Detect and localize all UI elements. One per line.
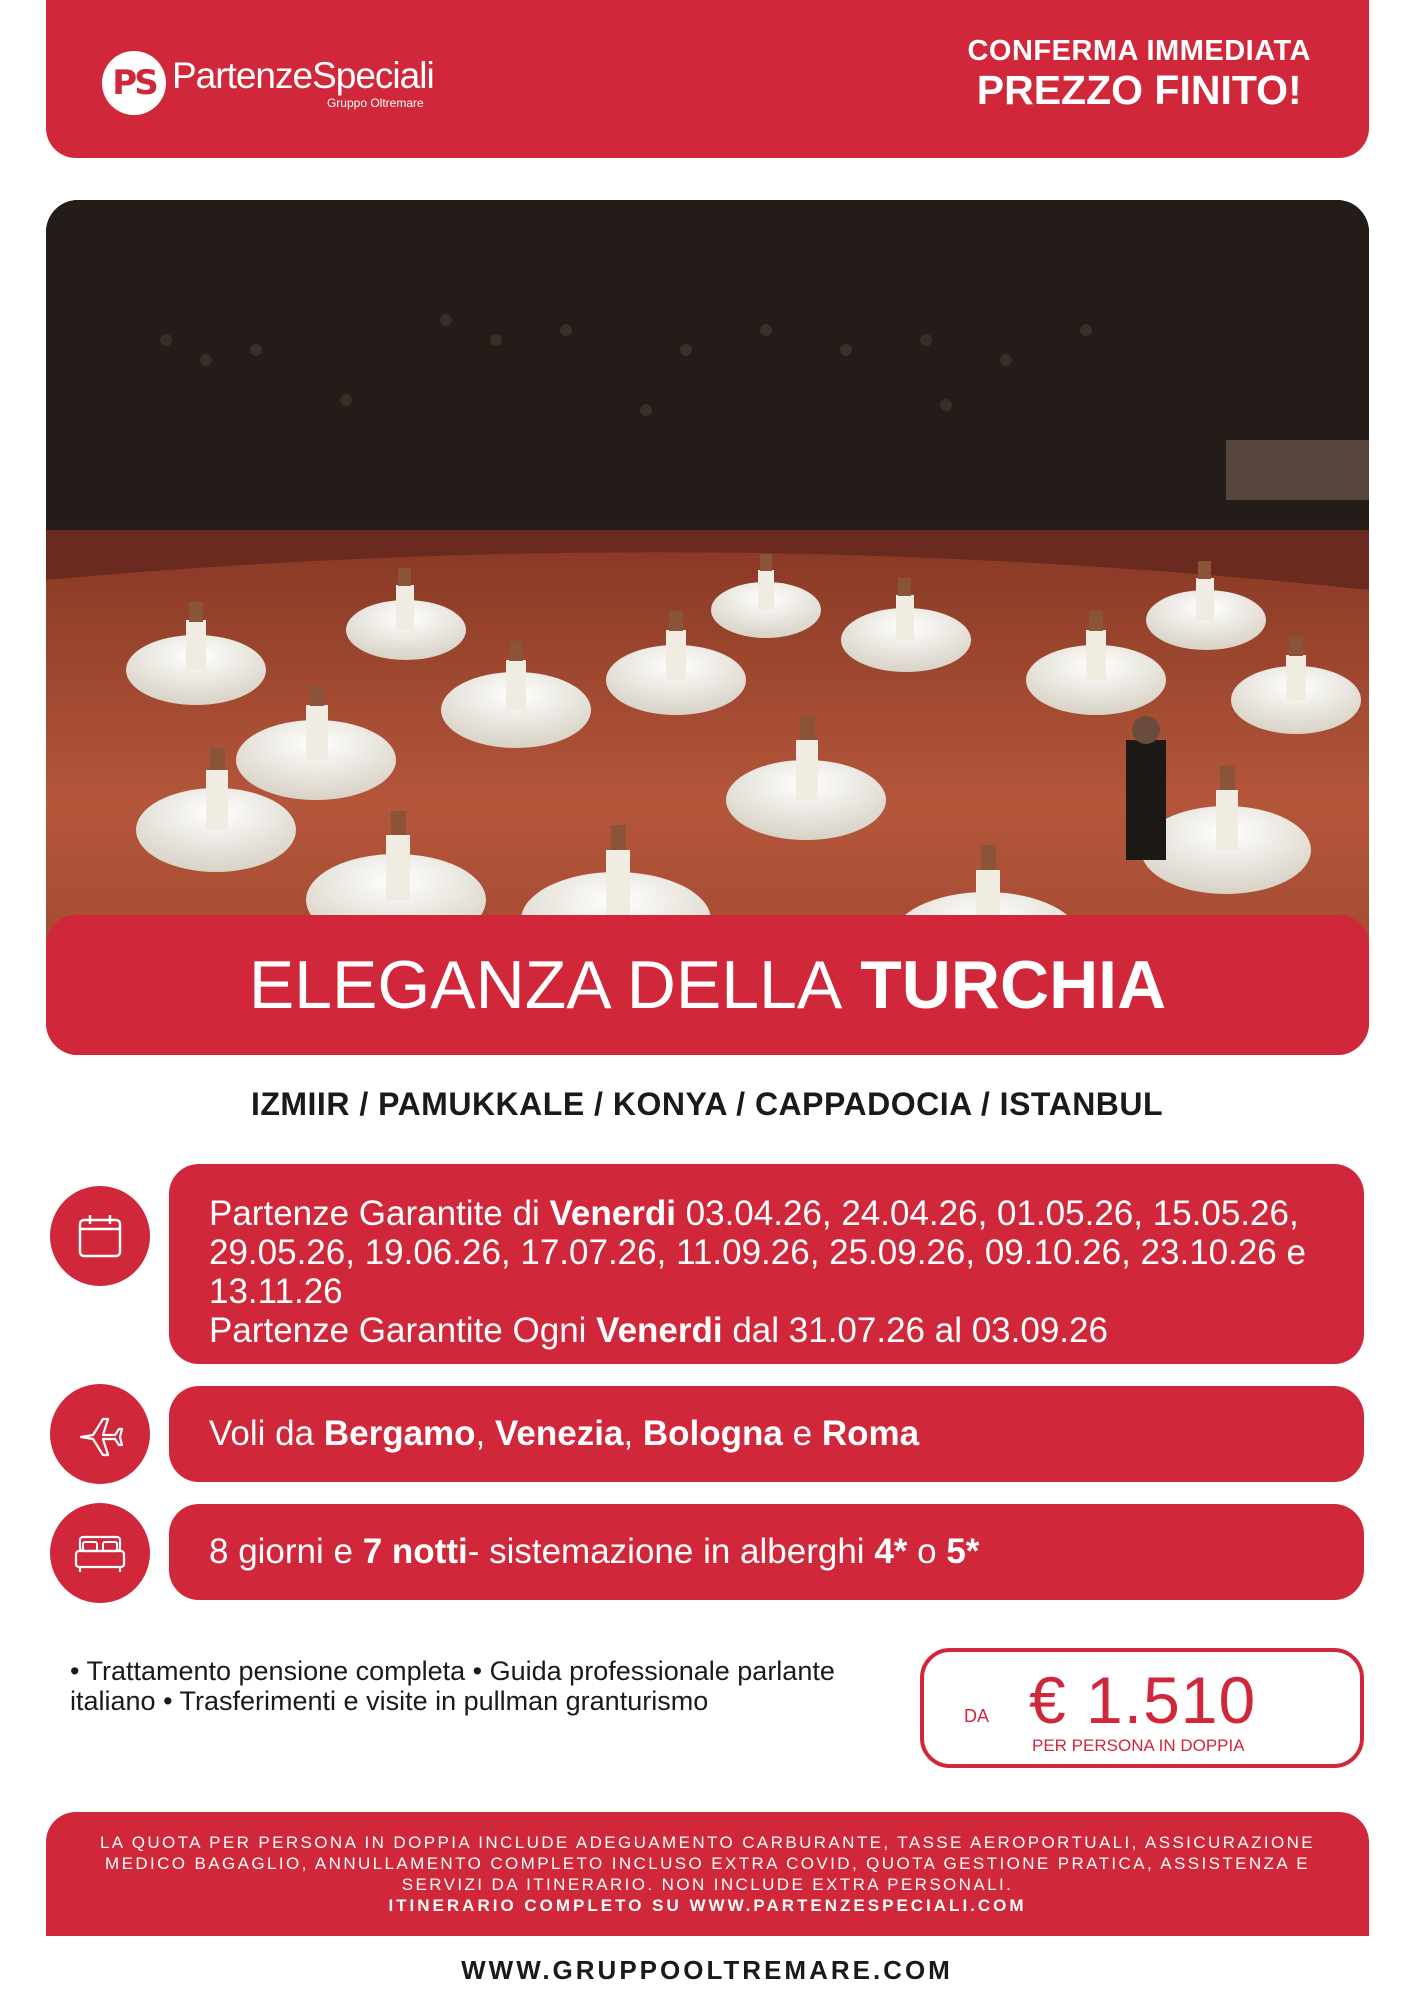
stay-hotels: - sistemazione in alberghi — [467, 1532, 865, 1571]
logo-subtitle: Gruppo Oltremare — [326, 96, 424, 110]
flights-prefix: Voli da — [209, 1414, 315, 1453]
tagline-line1: CONFERMA IMMEDIATA — [967, 35, 1311, 67]
dates-weekly-day: Venerdi — [596, 1311, 723, 1350]
bed-icon-badge — [50, 1503, 150, 1603]
title-bold: TURCHIA — [860, 947, 1167, 1023]
logo[interactable] — [102, 48, 434, 118]
header-tagline — [967, 35, 1311, 112]
dates-weekly-range: dal 31.07.26 al 03.09.26 — [722, 1311, 1108, 1350]
separator: e — [792, 1414, 813, 1453]
price-box — [920, 1648, 1364, 1768]
city-bergamo: Bergamo — [323, 1414, 476, 1453]
city-bologna: Bologna — [642, 1414, 783, 1453]
dates-list: 03.04.26, 24.04.26, 01.05.26, 15.05.26, 29.05.26, 19.06.26, 17.07.26, 11.09.26, 25.09.26, 09.10.26, 23.10.26 e 13.11.26 — [209, 1194, 1306, 1311]
calendar-icon — [75, 1211, 125, 1261]
stay-nights: 7 notti — [362, 1532, 468, 1571]
separator: o — [917, 1532, 937, 1571]
hotel-5-stars: 5* — [946, 1532, 980, 1571]
included-services: • Trattamento pensione completa • Guida professionale parlante italiano • Trasferimenti e visite in pullman granturismo — [70, 1656, 835, 1716]
airplane-icon — [73, 1407, 127, 1461]
logo-name: PartenzeSpeciali — [172, 55, 434, 96]
airplane-icon-badge — [50, 1384, 150, 1484]
logo-mark: PS — [102, 51, 166, 115]
price-note: PER PERSONA IN DOPPIA — [1032, 1736, 1245, 1755]
bed-icon — [72, 1531, 128, 1575]
city-roma: Roma — [821, 1414, 920, 1453]
title-light: ELEGANZA DELLA — [248, 947, 843, 1023]
hotel-4-stars: 4* — [874, 1532, 908, 1571]
stay-details — [169, 1504, 1364, 1600]
terms-text: LA QUOTA PER PERSONA IN DOPPIA INCLUDE ADEGUAMENTO CARBURANTE, TASSE AEROPORTUALI, ASSICURAZIONE MEDICO BAGAGLIO, ANNULLAMENTO COMPLETO INCLUSO EXTRA COVID, QUOTA GESTIONE PRATICA, ASSISTENZA E SERVIZI DA ITINERARIO. NON INCLUDE EXTRA PERSONALI. — [99, 1833, 1316, 1894]
city-venezia: Venezia — [495, 1414, 624, 1453]
tagline-line2: PREZZO FINITO! — [976, 67, 1302, 113]
flight-origins — [169, 1386, 1364, 1482]
price-prefix: DA — [964, 1706, 990, 1726]
website-link[interactable]: WWW.GRUPPOOLTREMARE.COM — [461, 1955, 953, 1985]
route-cities: IZMIIR / PAMUKKALE / KONYA / CAPPADOCIA / ISTANBUL — [250, 1086, 1164, 1122]
page-title — [46, 915, 1369, 1055]
footer-terms — [46, 1812, 1369, 1936]
stay-days: 8 giorni e — [209, 1532, 353, 1571]
dates-intro: Partenze Garantite di — [209, 1194, 550, 1233]
itinerary-link[interactable]: ITINERARIO COMPLETO SU WWW.PARTENZESPECIALI.COM — [388, 1896, 1027, 1915]
separator: , — [623, 1414, 634, 1453]
header-banner — [46, 0, 1369, 158]
price-value: € 1.510 — [1029, 1663, 1257, 1737]
calendar-icon-badge — [50, 1186, 150, 1286]
departure-dates — [169, 1164, 1364, 1364]
dates-weekly-intro: Partenze Garantite Ogni — [209, 1311, 597, 1350]
dates-day: Venerdi — [549, 1194, 676, 1233]
separator: , — [475, 1414, 486, 1453]
hero-image — [46, 200, 1369, 1055]
